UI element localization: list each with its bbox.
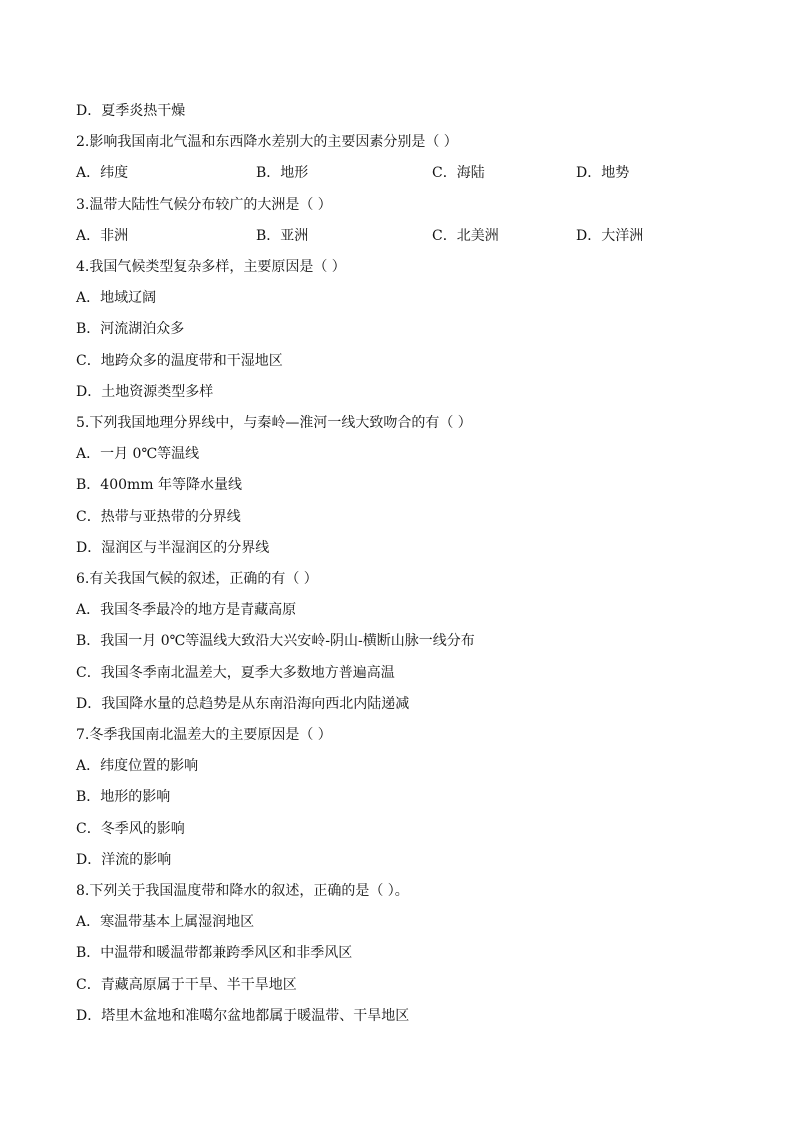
question-6: 6.有关我国气候的叙述，正确的有（ ） (76, 571, 318, 587)
q7-option-b: B．地形的影响 (76, 789, 171, 805)
question-4: 4.我国气候类型复杂多样，主要原因是（ ） (76, 259, 346, 275)
q5-option-d: D．湿润区与半湿润区的分界线 (76, 540, 270, 556)
q3-option-d: D．大洋洲 (576, 228, 644, 244)
q3-options-row (0, 227, 794, 245)
q6-option-a: A．我国冬季最冷的地方是青藏高原 (76, 602, 297, 618)
q8-option-d: D．塔里木盆地和准噶尔盆地都属于暖温带、干旱地区 (76, 1008, 410, 1024)
q6-option-b: B．我国一月 0℃等温线大致沿大兴安岭-阴山-横断山脉一线分布 (76, 633, 475, 649)
q3-option-a: A．非洲 (76, 228, 129, 244)
q3-option-c: C．北美洲 (432, 228, 499, 244)
q4-option-a: A．地域辽阔 (76, 290, 157, 306)
q2-option-d: D．地势 (576, 165, 630, 181)
q5-option-c: C．热带与亚热带的分界线 (76, 509, 241, 525)
q1-option-d: D．夏季炎热干燥 (76, 103, 186, 119)
q2-option-c: C．海陆 (432, 165, 485, 181)
question-2: 2.影响我国南北气温和东西降水差别大的主要因素分别是（ ） (76, 134, 458, 150)
q5-option-b: B．400mm 年等降水量线 (76, 477, 243, 493)
q7-option-d: D．洋流的影响 (76, 852, 172, 868)
q6-option-c: C．我国冬季南北温差大，夏季大多数地方普遍高温 (76, 665, 395, 681)
q8-option-b: B．中温带和暖温带都兼跨季风区和非季风区 (76, 945, 353, 961)
q4-option-d: D．土地资源类型多样 (76, 384, 214, 400)
q7-option-a: A．纬度位置的影响 (76, 758, 199, 774)
question-8: 8.下列关于我国温度带和降水的叙述，正确的是（ ）。 (76, 883, 409, 899)
q3-option-b: B．亚洲 (256, 228, 309, 244)
q2-option-b: B．地形 (256, 165, 309, 181)
q7-option-c: C．冬季风的影响 (76, 821, 185, 837)
q2-option-a: A．纬度 (76, 165, 129, 181)
q4-option-c: C．地跨众多的温度带和干湿地区 (76, 353, 283, 369)
q8-option-c: C．青藏高原属于干旱、半干旱地区 (76, 977, 297, 993)
q4-option-b: B．河流湖泊众多 (76, 321, 185, 337)
q2-options-row (0, 164, 794, 182)
q6-option-d: D．我国降水量的总趋势是从东南沿海向西北内陆递减 (76, 696, 410, 712)
q5-option-a: A．一月 0℃等温线 (76, 446, 200, 462)
question-7: 7.冬季我国南北温差大的主要原因是（ ） (76, 727, 332, 743)
question-3: 3.温带大陆性气候分布较广的大洲是（ ） (76, 197, 332, 213)
q8-option-a: A．寒温带基本上属湿润地区 (76, 914, 255, 930)
question-5: 5.下列我国地理分界线中，与秦岭—淮河一线大致吻合的有（ ） (76, 415, 472, 431)
